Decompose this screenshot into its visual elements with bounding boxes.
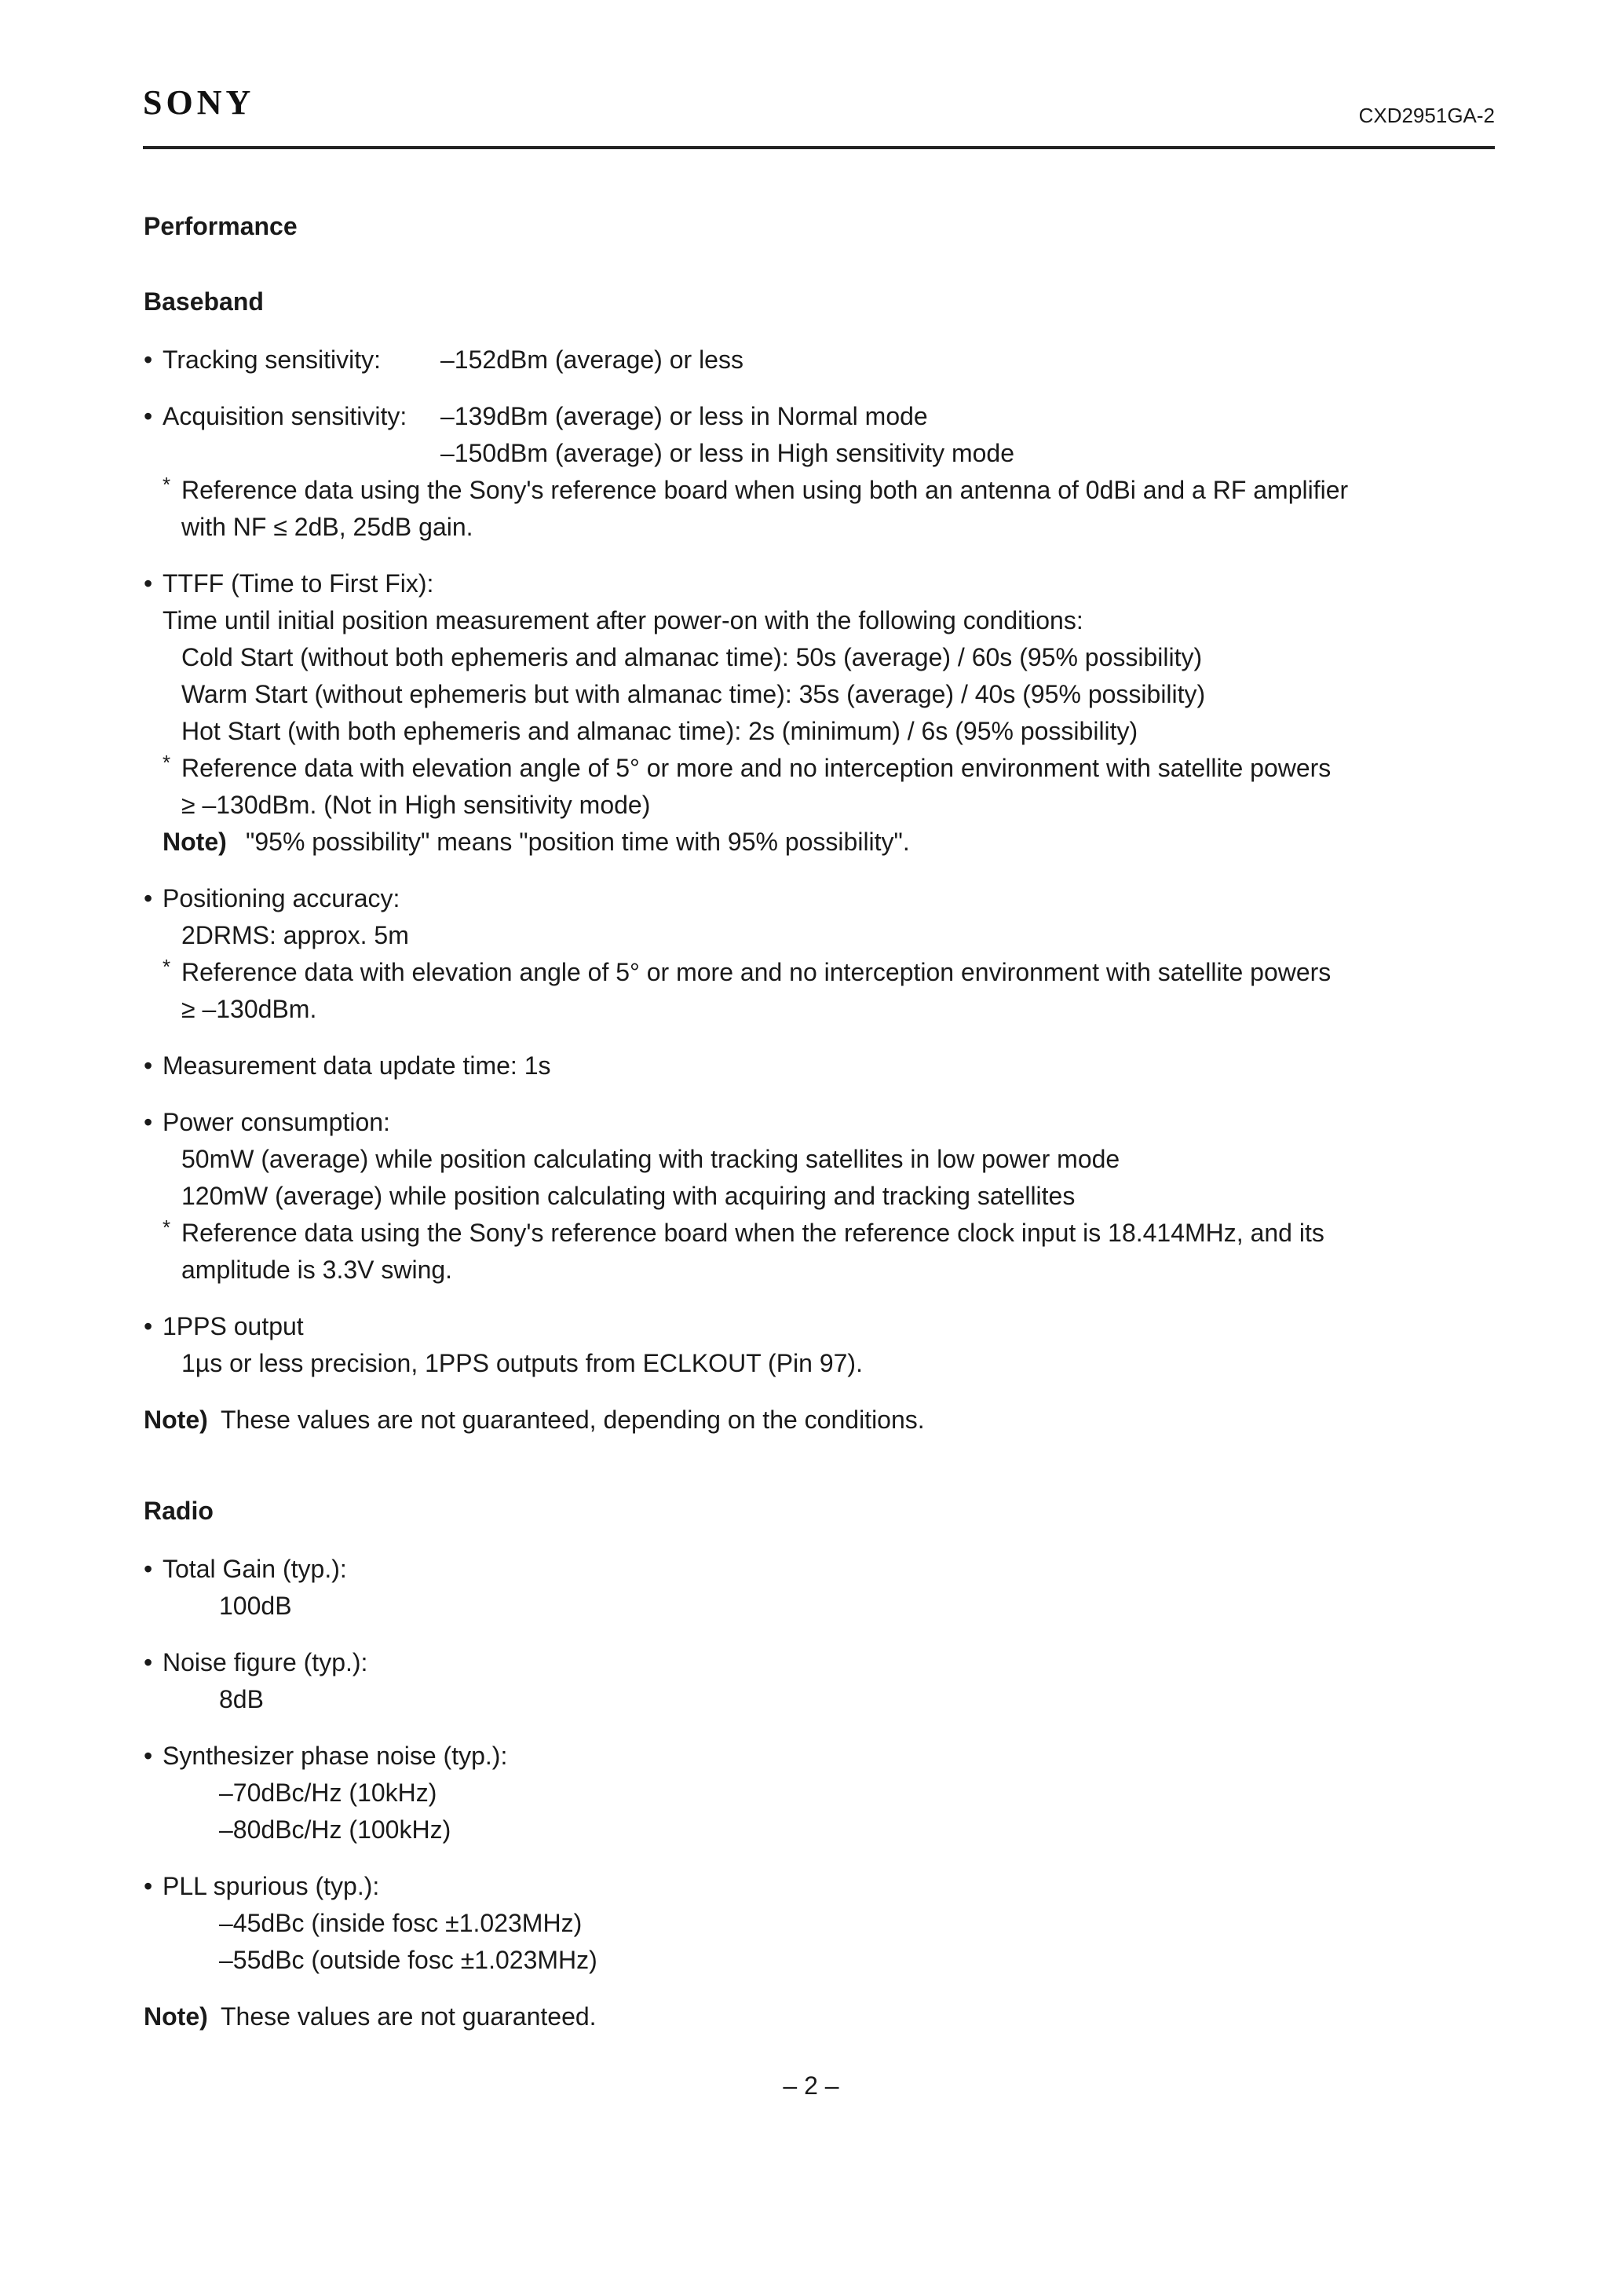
tracking-sensitivity-value: –152dBm (average) or less bbox=[440, 345, 743, 374]
bullet: • bbox=[144, 1555, 153, 1583]
page-number: – 2 – bbox=[783, 2071, 839, 2100]
power-consumption-label: Power consumption: bbox=[163, 1108, 390, 1136]
bullet: • bbox=[144, 569, 153, 598]
radio-note-label: Note) bbox=[144, 2002, 208, 2031]
bullet: • bbox=[144, 1312, 153, 1340]
bullet: • bbox=[144, 1648, 153, 1676]
pps-label: 1PPS output bbox=[163, 1312, 304, 1340]
footnote-mark: * bbox=[163, 473, 171, 496]
baseband-heading: Baseband bbox=[144, 287, 264, 316]
bullet: • bbox=[144, 402, 153, 430]
phase-noise-value-1: –70dBc/Hz (10kHz) bbox=[219, 1779, 437, 1807]
document-id: CXD2951GA-2 bbox=[1358, 104, 1495, 127]
bullet: • bbox=[144, 1051, 153, 1080]
noise-figure-value: 8dB bbox=[219, 1685, 264, 1713]
phase-noise-label: Synthesizer phase noise (typ.): bbox=[163, 1742, 508, 1770]
performance-heading: Performance bbox=[144, 212, 298, 240]
total-gain-value: 100dB bbox=[219, 1592, 292, 1620]
ttff-hot-start: Hot Start (with both ephemeris and almanac time): 2s (minimum) / 6s (95% possibility) bbox=[181, 717, 1138, 745]
phase-noise-value-2: –80dBc/Hz (100kHz) bbox=[219, 1815, 451, 1844]
ttff-warm-start: Warm Start (without ephemeris but with almanac time): 35s (average) / 40s (95% possibility) bbox=[181, 680, 1206, 708]
noise-figure-label: Noise figure (typ.): bbox=[163, 1648, 368, 1676]
bullet: • bbox=[144, 1108, 153, 1136]
acquisition-sensitivity-label: Acquisition sensitivity: bbox=[163, 402, 407, 430]
radio-note-text: These values are not guaranteed. bbox=[221, 2002, 597, 2031]
ttff-cold-start: Cold Start (without both ephemeris and almanac time): 50s (average) / 60s (95% possibility) bbox=[181, 643, 1203, 671]
acquisition-note-line-1: Reference data using the Sony's reference board when using both an antenna of 0dBi and a RF amplifier bbox=[181, 476, 1349, 504]
ttff-label: TTFF (Time to First Fix): bbox=[163, 569, 434, 598]
positioning-accuracy-label: Positioning accuracy: bbox=[163, 884, 400, 912]
pll-spurious-value-2: –55dBc (outside fosc ±1.023MHz) bbox=[219, 1946, 597, 1974]
positioning-accuracy-value: 2DRMS: approx. 5m bbox=[181, 921, 409, 949]
power-note-line-1: Reference data using the Sony's reference board when the reference clock input is 18.414MHz, and its bbox=[181, 1219, 1324, 1247]
ttff-note-line-1: Reference data with elevation angle of 5° or more and no interception environment with satellite powers bbox=[181, 754, 1332, 782]
power-note-line-2: amplitude is 3.3V swing. bbox=[181, 1256, 453, 1284]
pll-spurious-label: PLL spurious (typ.): bbox=[163, 1872, 380, 1900]
baseband-note-label: Note) bbox=[144, 1406, 208, 1434]
ttff-intro: Time until initial position measurement after power-on with the following conditions: bbox=[163, 606, 1083, 634]
radio-heading: Radio bbox=[144, 1497, 214, 1525]
footnote-mark: * bbox=[163, 955, 171, 978]
ttff-note-text: "95% possibility" means "position time with 95% possibility". bbox=[246, 828, 910, 856]
pps-value: 1µs or less precision, 1PPS outputs from ECLKOUT (Pin 97). bbox=[181, 1349, 863, 1377]
sony-logo: SONY bbox=[143, 83, 255, 122]
ttff-note-line-2: ≥ –130dBm. (Not in High sensitivity mode) bbox=[181, 791, 651, 819]
pll-spurious-value-1: –45dBc (inside fosc ±1.023MHz) bbox=[219, 1909, 583, 1937]
acquisition-value-high: –150dBm (average) or less in High sensitivity mode bbox=[440, 439, 1014, 467]
bullet: • bbox=[144, 345, 153, 374]
footnote-mark: * bbox=[163, 1216, 171, 1239]
positioning-note-line-2: ≥ –130dBm. bbox=[181, 995, 317, 1023]
power-line-2: 120mW (average) while position calculating with acquiring and tracking satellites bbox=[181, 1182, 1076, 1210]
bullet: • bbox=[144, 884, 153, 912]
total-gain-label: Total Gain (typ.): bbox=[163, 1555, 347, 1583]
footnote-mark: * bbox=[163, 751, 171, 774]
power-line-1: 50mW (average) while position calculating with tracking satellites in low power mode bbox=[181, 1145, 1120, 1173]
acquisition-value-normal: –139dBm (average) or less in Normal mode bbox=[440, 402, 928, 430]
ttff-note-label: Note) bbox=[163, 828, 227, 856]
positioning-note-line-1: Reference data with elevation angle of 5° or more and no interception environment with satellite powers bbox=[181, 958, 1332, 986]
bullet: • bbox=[144, 1872, 153, 1900]
tracking-sensitivity-label: Tracking sensitivity: bbox=[163, 345, 381, 374]
bullet: • bbox=[144, 1742, 153, 1770]
baseband-note-text: These values are not guaranteed, depending on the conditions. bbox=[221, 1406, 925, 1434]
header-rule bbox=[143, 146, 1495, 149]
acquisition-note-line-2: with NF ≤ 2dB, 25dB gain. bbox=[181, 513, 473, 541]
update-time: Measurement data update time: 1s bbox=[163, 1051, 551, 1080]
